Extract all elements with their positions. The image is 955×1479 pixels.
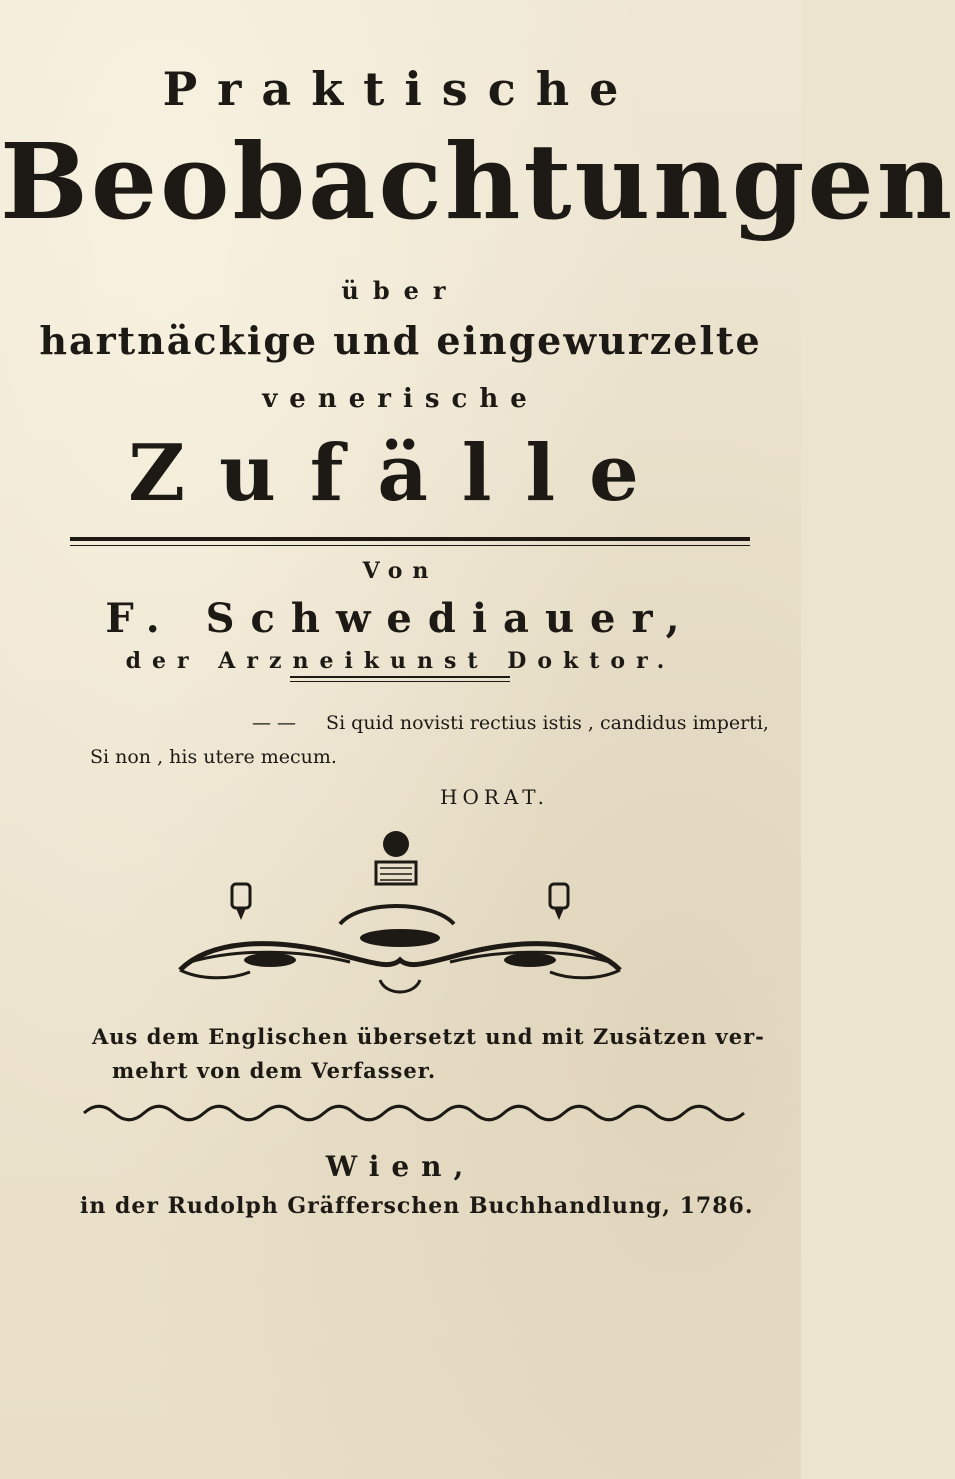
epigraph-source: HORAT. bbox=[440, 785, 550, 809]
vignette-scrolls bbox=[180, 944, 620, 992]
imprint-line-1: Aus dem Englischen übersetzt und mit Zusätzen ver- bbox=[92, 1024, 765, 1049]
double-rule-top-thin bbox=[70, 545, 750, 546]
epigraph-text-1: Si quid novisti rectius istis , candidus imperti, bbox=[326, 712, 769, 734]
imprint-line-2: mehrt von dem Verfasser. bbox=[112, 1058, 437, 1083]
title-praktische: Praktische bbox=[162, 62, 639, 116]
epigraph-line-1 bbox=[252, 712, 769, 734]
short-rule-thin bbox=[290, 681, 510, 682]
author-name: F. Schwediauer, bbox=[105, 595, 696, 642]
lantern-right bbox=[550, 884, 568, 920]
epigraph-line-2: Si non , his utere mecum. bbox=[90, 746, 337, 768]
imprint-publisher: in der Rudolph Gräfferschen Buchhandlung, 1786. bbox=[80, 1193, 754, 1219]
short-rule bbox=[290, 676, 510, 678]
title-beobachtungen: Beobachtungen bbox=[0, 120, 955, 243]
imprint-city: Wien, bbox=[325, 1150, 476, 1183]
by-label: Von bbox=[362, 558, 439, 584]
title-zufaelle: Zufälle bbox=[128, 428, 673, 519]
title-ueber: über bbox=[341, 276, 460, 305]
title-venerische: venerische bbox=[262, 384, 539, 414]
wave-border bbox=[84, 1102, 744, 1124]
author-degree: der Arzneikunst Doktor. bbox=[125, 648, 676, 674]
ornament-vignette bbox=[150, 820, 650, 1000]
epigraph-dash: — — bbox=[252, 712, 297, 734]
title-hartnaeckige: hartnäckige und eingewurzelte bbox=[39, 318, 762, 363]
double-rule-top bbox=[70, 537, 750, 541]
lantern-left bbox=[232, 884, 250, 920]
crest bbox=[340, 831, 454, 924]
